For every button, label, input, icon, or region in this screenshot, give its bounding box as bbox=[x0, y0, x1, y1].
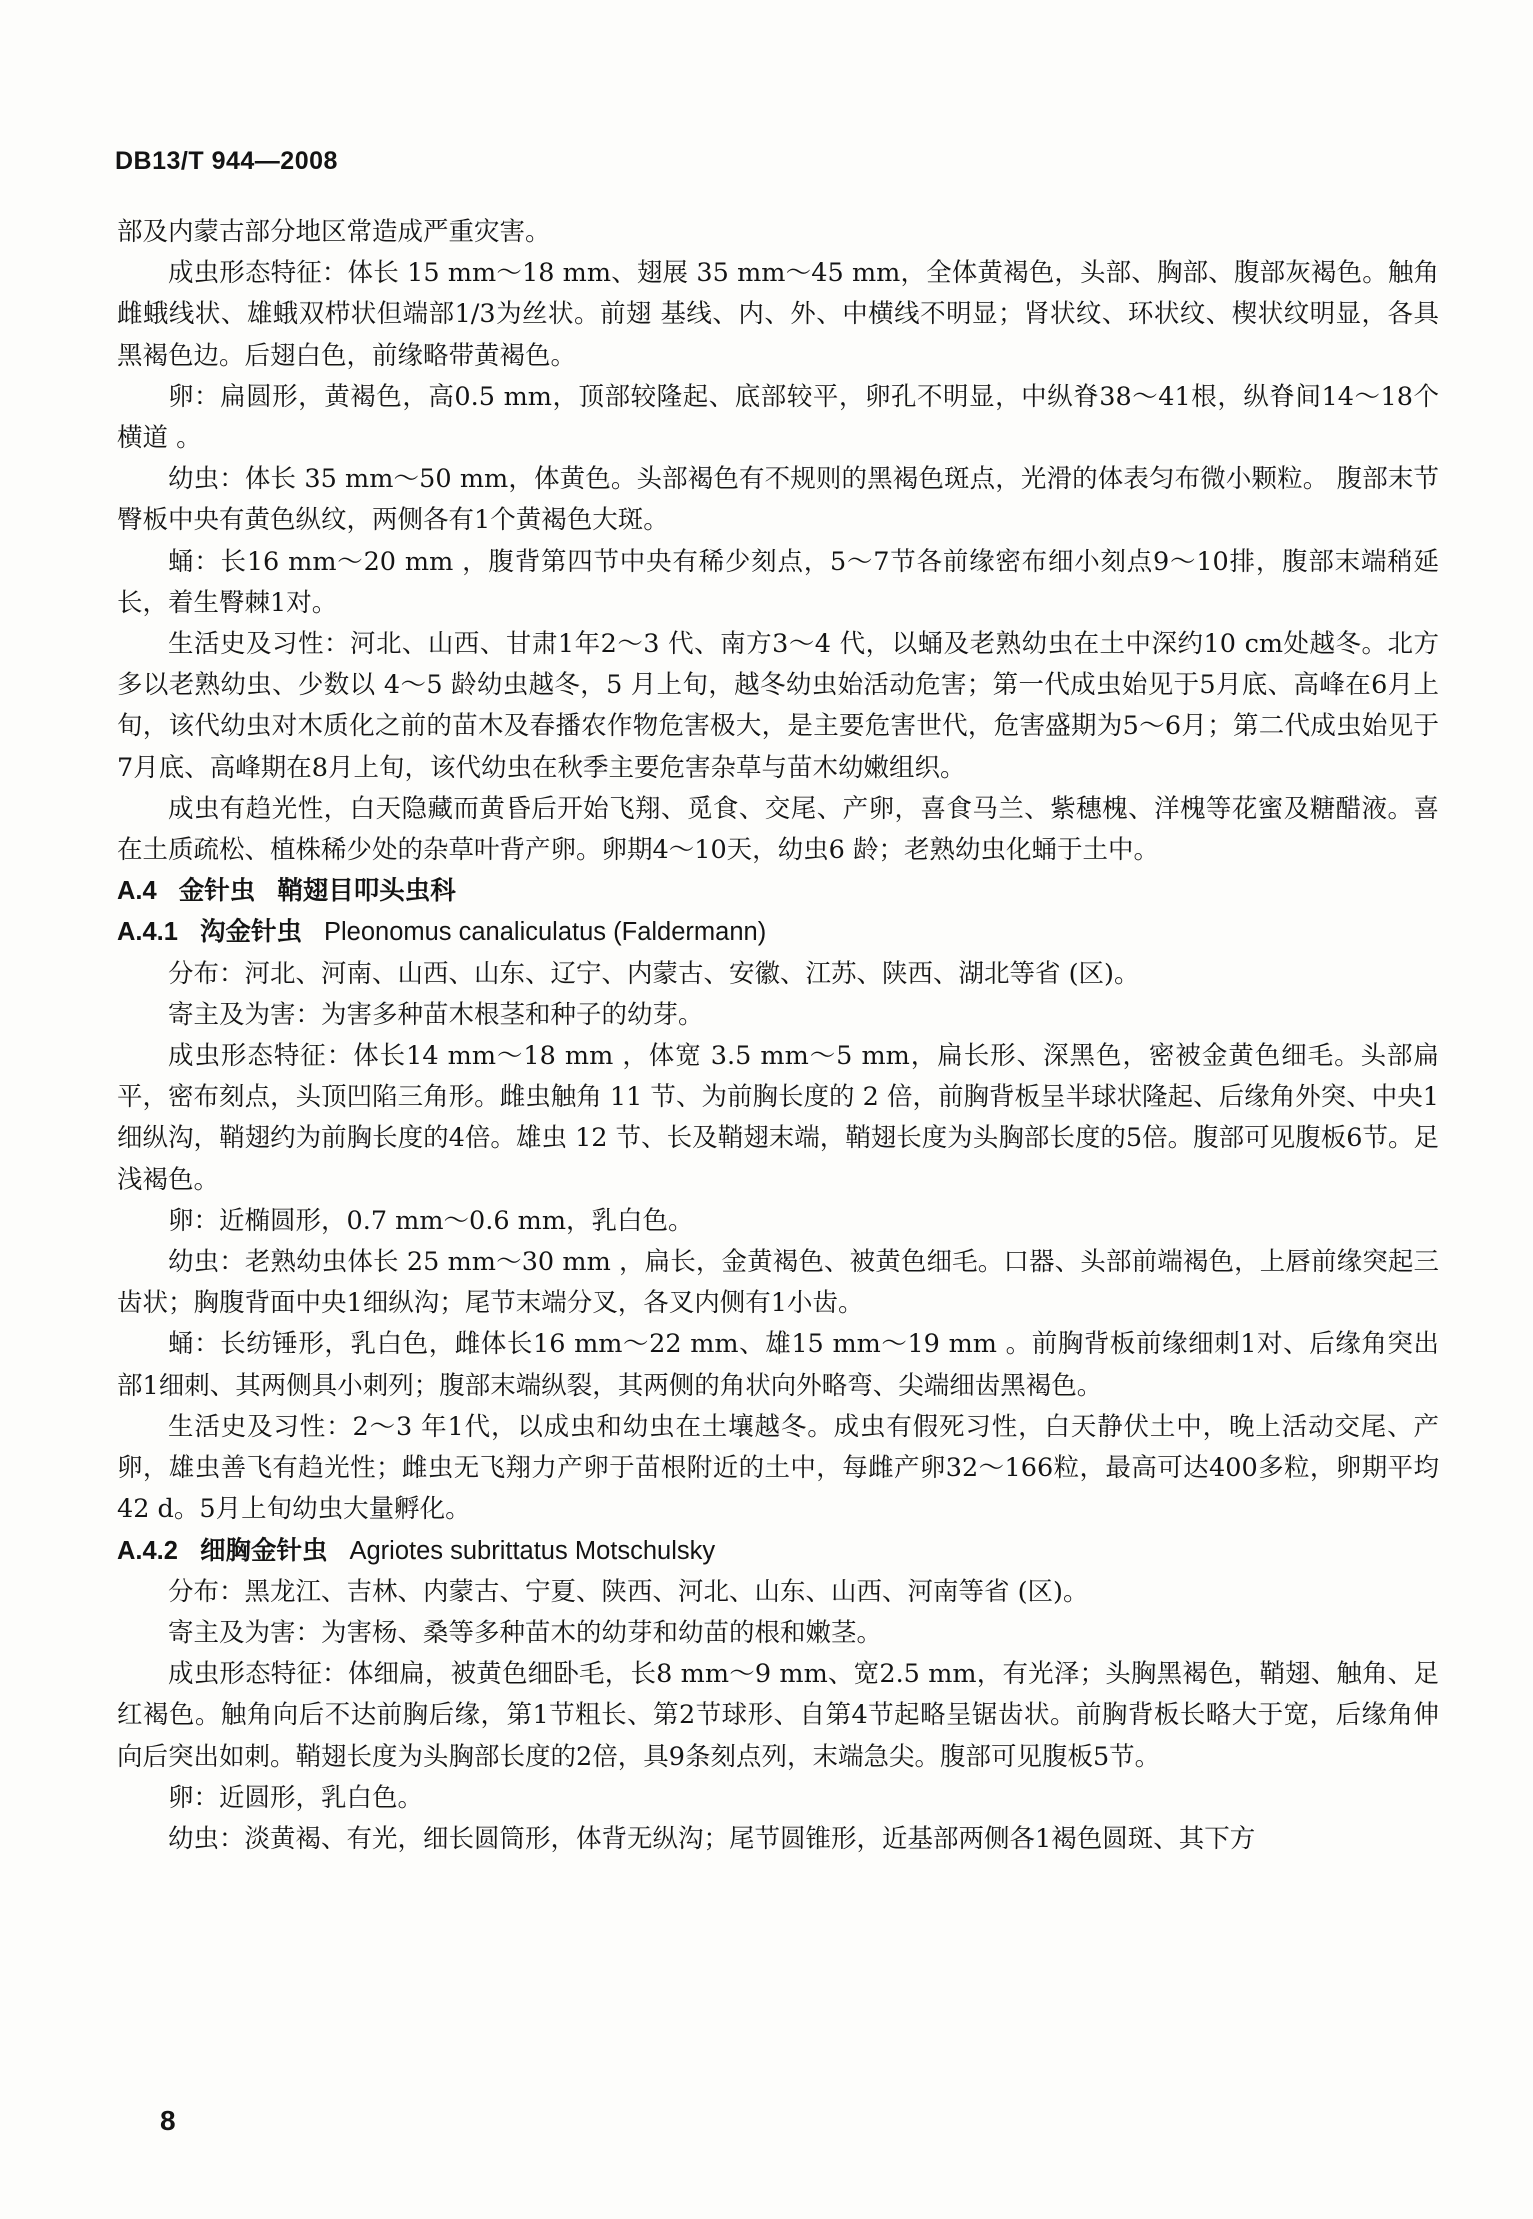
section-heading-a42 bbox=[117, 1531, 1439, 1572]
paragraph: 生活史及习性：2～3 年1代，以成虫和幼虫在土壤越冬。成虫有假死习性，白天静伏土中，晚上活动交尾、产卵，雄虫善飞有趋光性；雌虫无飞翔力产卵于苗根附近的土中，每雌产卵32～166粒，最高可达400多粒，卵期平均 42 d。5月上旬幼虫大量孵化。 bbox=[117, 1411, 1439, 1525]
paragraph: 卵：近椭圆形，0.7 mm～0.6 mm，乳白色。 bbox=[168, 1205, 694, 1236]
section-number: A.4.1 bbox=[117, 918, 178, 947]
paragraph-group-a3 bbox=[117, 212, 1439, 871]
page-number: 8 bbox=[160, 2105, 176, 2136]
paragraph: 生活史及习性：河北、山西、甘肃1年2～3 代、南方3～4 代，以蛹及老熟幼虫在土中深约10 cm处越冬。北方多以老熟幼虫、少数以 4～5 龄幼虫越冬，5 月上旬，越冬幼虫始活动危害；第一代成虫始见于5月底、高峰在6月上旬，该代幼虫对木质化之前的苗木及春播农作物危害极大，是主要危害世代，危害盛期为5～6月；第二代成虫始见于7月底、高峰期在8月上旬，该代幼虫在秋季主要危害杂草与苗木幼嫩组织。 bbox=[117, 629, 1439, 783]
section-number: A.4 bbox=[117, 877, 157, 906]
paragraph: 成虫形态特征：体长 15 mm～18 mm、翅展 35 mm～45 mm，全体黄褐色，头部、胸部、腹部灰褐色。触角雌蛾线状、雄蛾双栉状但端部1/3为丝状。前翅 基线、内、外、中横线不明显；肾状纹、环状纹、楔状纹明显，各具黑褐色边。后翅白色，前缘略带黄褐色。 bbox=[117, 258, 1439, 371]
paragraph: 成虫有趋光性，白天隐藏而黄昏后开始飞翔、觅食、交尾、产卵，喜食马兰、紫穗槐、洋槐等花蜜及糖醋液。喜在土质疏松、植株稀少处的杂草叶背产卵。卵期4～10天，幼虫6 龄；老熟幼虫化蛹于土中。 bbox=[117, 793, 1439, 866]
paragraph: 幼虫：老熟幼虫体长 25 mm～30 mm ，扁长，金黄褐色、被黄色细毛。口器、头部前端褐色，上唇前缘突起三齿状；胸腹背面中央1细纵沟；尾节末端分叉，各叉内侧有1小齿。 bbox=[117, 1247, 1439, 1319]
paragraph-group-a41 bbox=[117, 954, 1439, 1531]
paragraph: 幼虫：淡黄褐、有光，细长圆筒形，体背无纵沟；尾节圆锥形，近基部两侧各1褐色圆斑、其下方 bbox=[168, 1823, 1256, 1854]
section-heading-a4 bbox=[117, 871, 1439, 912]
paragraph: 蛹：长16 mm～20 mm ，腹背第四节中央有稀少刻点，5～7节各前缘密布细小刻点9～10排，腹部末端稍延长，着生臀棘1对。 bbox=[117, 546, 1439, 618]
paragraph: 卵：近圆形，乳白色。 bbox=[168, 1782, 424, 1813]
paragraph: 成虫形态特征：体细扁，被黄色细卧毛，长8 mm～9 mm、宽2.5 mm，有光泽；头胸黑褐色，鞘翅、触角、足红褐色。触角向后不达前胸后缘，第1节粗长、第2节球形、自第4节起略呈锯齿状。前胸背板长略大于宽，后缘角伸向后突出如刺。鞘翅长度为头胸部长度的2倍，具9条刻点列，末端急尖。腹部可见腹板5节。 bbox=[117, 1659, 1439, 1772]
scientific-name: Agriotes subrittatus Motschulsky bbox=[349, 1536, 716, 1565]
scientific-name: Pleonomus canaliculatus (Faldermann) bbox=[323, 918, 767, 947]
section-number: A.4.2 bbox=[117, 1536, 178, 1565]
document-body bbox=[117, 212, 1439, 1860]
paragraph: 蛹：长纺锤形，乳白色，雌体长16 mm～22 mm、雄15 mm～19 mm 。前胸背板前缘细刺1对、后缘角突出部1细刺、其两侧具小刺列；腹部末端纵裂，其两侧的角状向外略弯、尖端细齿黑褐色。 bbox=[117, 1329, 1439, 1401]
paragraph: 卵：扁圆形，黄褐色，高0.5 mm，顶部较隆起、底部较平，卵孔不明显，中纵脊38～41根，纵脊间14～18个横道 。 bbox=[117, 381, 1439, 454]
standard-code: DB13/T 944—2008 bbox=[115, 147, 338, 175]
section-order: 鞘翅目叩头虫科 bbox=[277, 876, 456, 907]
paragraph-group-a42 bbox=[117, 1572, 1439, 1860]
paragraph: 部及内蒙古部分地区常造成严重灾害。 bbox=[117, 217, 551, 247]
section-title: 金针虫 bbox=[178, 876, 256, 907]
paragraph: 幼虫：体长 35 mm～50 mm，体黄色。头部褐色有不规则的黑褐色斑点，光滑的体表匀布微小颗粒。 腹部末节臀板中央有黄色纵纹，两侧各有1个黄褐色大斑。 bbox=[117, 464, 1439, 536]
section-heading-a41 bbox=[117, 912, 1439, 953]
section-title: 沟金针虫 bbox=[199, 917, 302, 948]
paragraph: 分布：河北、河南、山西、山东、辽宁、内蒙古、安徽、江苏、陕西、湖北等省 (区)。 bbox=[168, 958, 1140, 989]
section-title: 细胸金针虫 bbox=[199, 1535, 328, 1566]
paragraph: 分布：黑龙江、吉林、内蒙古、宁夏、陕西、河北、山东、山西、河南等省 (区)。 bbox=[168, 1576, 1089, 1607]
paragraph: 寄主及为害：为害杨、桑等多种苗木的幼芽和幼苗的根和嫩茎。 bbox=[168, 1617, 883, 1648]
paragraph: 成虫形态特征：体长14 mm～18 mm ，体宽 3.5 mm～5 mm，扁长形、深黑色，密被金黄色细毛。头部扁平，密布刻点，头顶凹陷三角形。雌虫触角 11 节、为前胸长度的 2 倍，前胸背板呈半球状隆起、后缘角外突、中央1细纵沟，鞘翅约为前胸长度的4倍。雄虫 12 节、长及鞘翅末端，鞘翅长度为头胸部长度的5倍。腹部可见腹板6节。足浅褐色。 bbox=[117, 1041, 1439, 1195]
paragraph: 寄主及为害：为害多种苗木根茎和种子的幼芽。 bbox=[168, 999, 704, 1030]
